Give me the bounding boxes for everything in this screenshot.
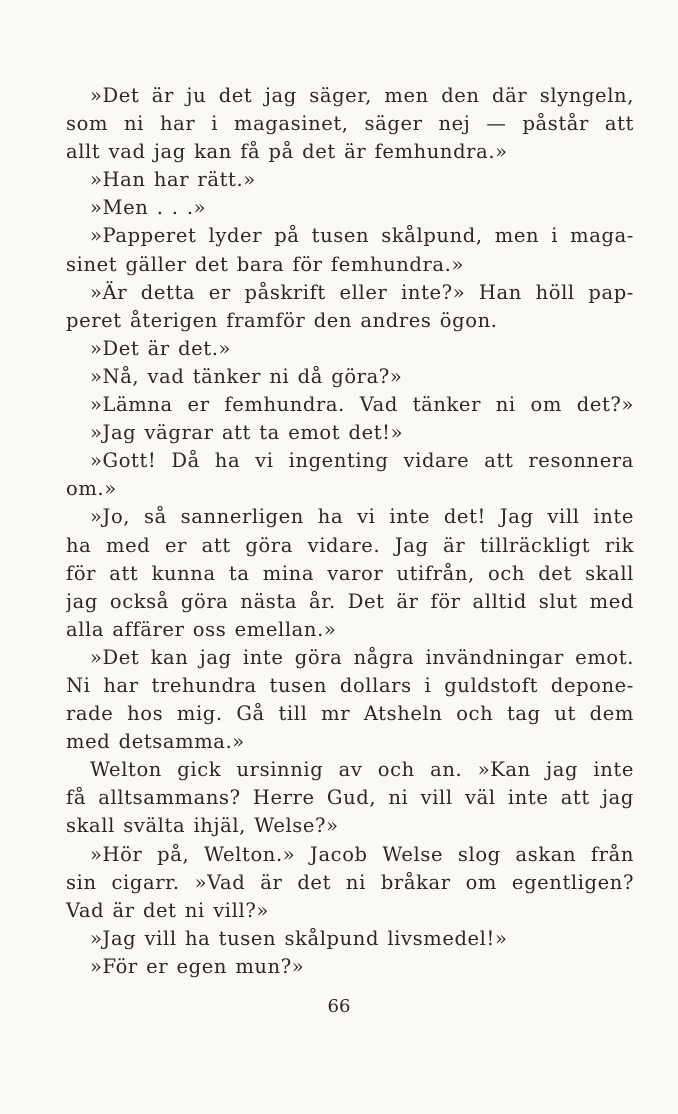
text-line: »Jag vill ha tusen skålpund livsmedel!» — [90, 926, 508, 950]
text-line: för att kunna ta mina varor utifrån, och det skall — [66, 561, 634, 585]
text-line: »Nå, vad tänker ni då göra?» — [90, 364, 403, 388]
text-line: »Men . . .» — [90, 196, 207, 220]
text-line: »För er egen mun?» — [90, 954, 305, 978]
text-line: rade hos mig. Gå till mr Atsheln och tag ut dem — [66, 702, 634, 726]
text-line: skall svälta ihjäl, Welse?» — [66, 814, 339, 838]
text-line: »Hör på, Welton.» Jacob Welse slog askan från — [90, 842, 634, 866]
text-line: »Han har rätt.» — [90, 168, 256, 192]
text-line: som ni har i magasinet, säger nej — påstår att — [66, 112, 634, 136]
text-line: »Lämna er femhundra. Vad tänker ni om det?» — [90, 393, 634, 417]
body-text — [66, 82, 634, 981]
page-number: 66 — [327, 996, 351, 1017]
text-line: »Är detta er påskrift eller inte?» Han höll pap- — [90, 280, 634, 304]
text-line: allt vad jag kan få på det är femhundra.» — [66, 140, 508, 164]
text-line: »Det är det.» — [90, 336, 232, 360]
text-line: med detsamma.» — [66, 730, 245, 754]
text-line: peret återigen framför den andres ögon. — [66, 308, 498, 332]
text-line: alla affärer oss emellan.» — [66, 617, 337, 641]
text-line: om.» — [66, 477, 117, 501]
text-line: Welton gick ursinnig av och an. »Kan jag inte — [90, 758, 634, 782]
text-line: få alltsammans? Herre Gud, ni vill väl inte att jag — [66, 786, 634, 810]
text-line: »Papperet lyder på tusen skålpund, men i maga- — [90, 224, 634, 248]
text-line: sin cigarr. »Vad är det ni bråkar om egentligen? — [66, 870, 634, 894]
text-line: jag också göra nästa år. Det är för alltid slut med — [66, 589, 634, 613]
text-line: »Jag vägrar att ta emot det!» — [90, 421, 404, 445]
text-line: sinet gäller det bara för femhundra.» — [66, 252, 464, 276]
text-line: Vad är det ni vill?» — [66, 898, 269, 922]
text-line: »Gott! Då ha vi ingenting vidare att resonnera — [90, 449, 634, 473]
text-line: »Det är ju det jag säger, men den där slyngeln, — [90, 84, 634, 107]
text-line: »Det kan jag inte göra några invändningar emot. — [90, 645, 634, 669]
text-line: ha med er att göra vidare. Jag är tillräckligt rik — [66, 533, 634, 557]
text-line: »Jo, så sannerligen ha vi inte det! Jag vill inte — [90, 505, 634, 529]
text-line: Ni har trehundra tusen dollars i guldstoft depone- — [66, 673, 634, 697]
